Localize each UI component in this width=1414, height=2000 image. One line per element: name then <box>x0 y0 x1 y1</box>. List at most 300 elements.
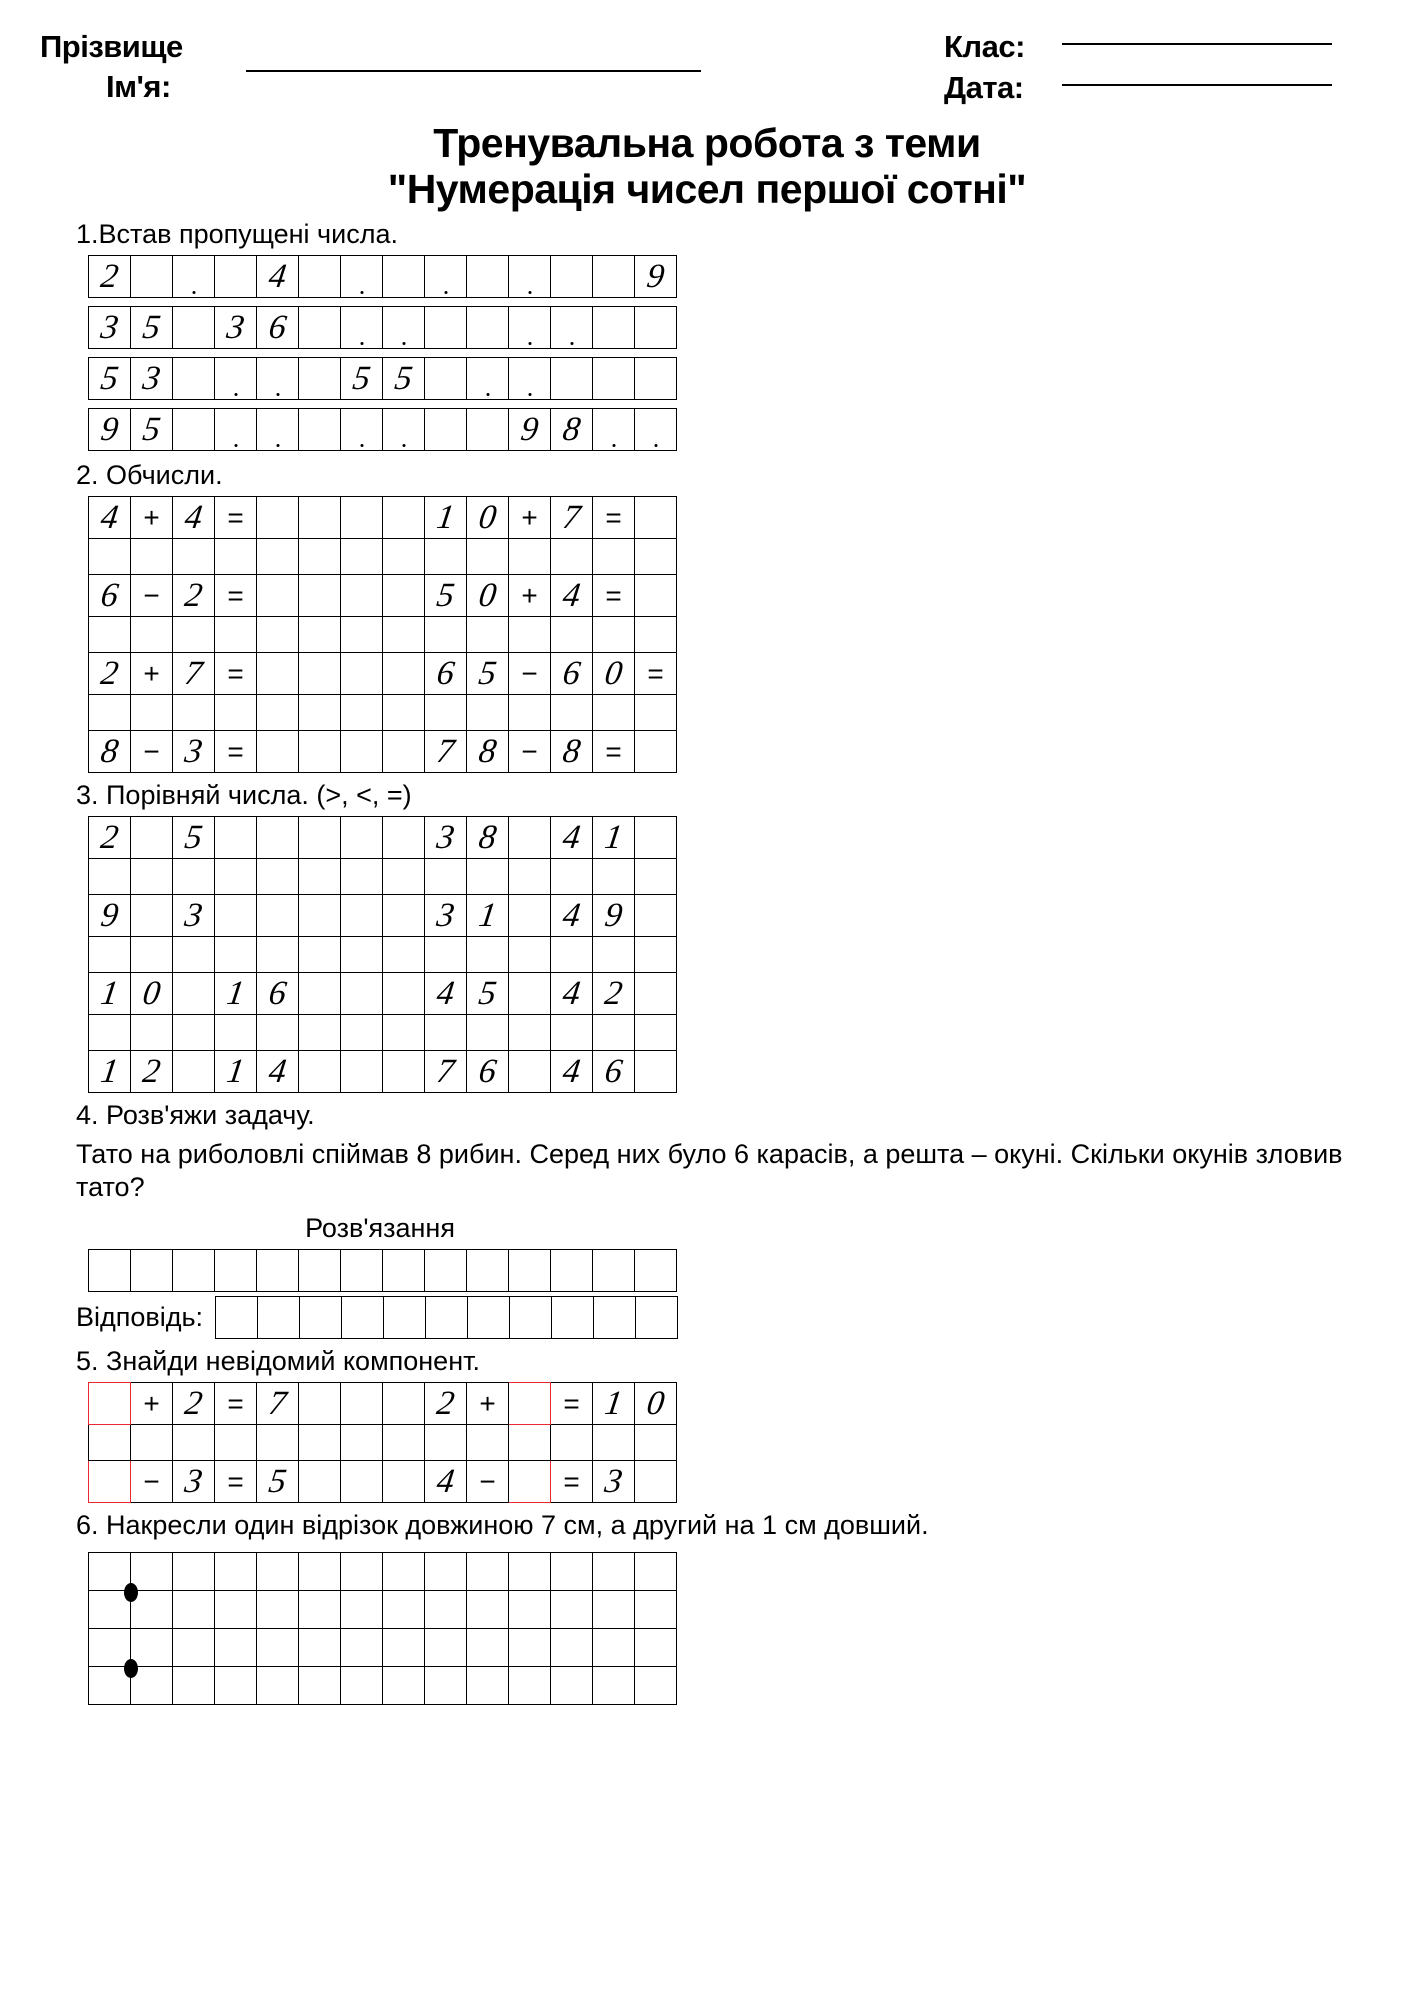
cell[interactable] <box>509 1667 551 1705</box>
cell: = <box>215 497 257 539</box>
cell[interactable] <box>257 409 299 451</box>
cell[interactable] <box>131 817 173 859</box>
cell[interactable] <box>383 653 425 695</box>
cell[interactable] <box>467 256 509 298</box>
cell[interactable] <box>425 1629 467 1667</box>
cell[interactable] <box>131 1553 173 1591</box>
cell[interactable] <box>509 1553 551 1591</box>
cell[interactable] <box>131 1425 173 1461</box>
name-write-line[interactable] <box>246 70 701 72</box>
cell[interactable] <box>89 1250 131 1292</box>
cell[interactable] <box>173 307 215 349</box>
cell[interactable] <box>173 937 215 973</box>
cell[interactable] <box>467 937 509 973</box>
cell[interactable] <box>593 695 635 731</box>
cell[interactable] <box>509 895 551 937</box>
cell[interactable] <box>635 1553 677 1591</box>
cell[interactable] <box>215 895 257 937</box>
cell[interactable] <box>593 358 635 400</box>
cell[interactable] <box>593 1553 635 1591</box>
cell[interactable] <box>551 1425 593 1461</box>
cell[interactable] <box>215 358 257 400</box>
cell-with-dot[interactable] <box>131 1667 173 1705</box>
cell[interactable] <box>509 1425 551 1461</box>
cell[interactable] <box>341 1667 383 1705</box>
cell[interactable] <box>341 1425 383 1461</box>
cell[interactable] <box>299 731 341 773</box>
cell[interactable] <box>467 859 509 895</box>
worksheet-header <box>0 0 1414 118</box>
cell[interactable] <box>131 256 173 298</box>
cell[interactable] <box>425 409 467 451</box>
cell[interactable] <box>342 1297 384 1339</box>
cell[interactable] <box>341 653 383 695</box>
cell[interactable] <box>383 539 425 575</box>
cell[interactable] <box>299 1553 341 1591</box>
cell[interactable] <box>383 1461 425 1503</box>
cell[interactable] <box>131 1015 173 1051</box>
cell[interactable] <box>89 1553 131 1591</box>
cell[interactable] <box>467 307 509 349</box>
cell[interactable] <box>131 1250 173 1292</box>
cell[interactable] <box>383 1425 425 1461</box>
cell[interactable] <box>257 1250 299 1292</box>
cell: = <box>215 1383 257 1425</box>
cell[interactable] <box>509 1250 551 1292</box>
cell[interactable] <box>593 307 635 349</box>
cell[interactable] <box>467 1553 509 1591</box>
cell: 3 <box>425 895 467 937</box>
cell[interactable] <box>89 859 131 895</box>
cell[interactable] <box>89 695 131 731</box>
cell[interactable] <box>299 1667 341 1705</box>
cell[interactable] <box>551 256 593 298</box>
cell[interactable] <box>551 617 593 653</box>
cell[interactable] <box>509 1051 551 1093</box>
cell[interactable] <box>509 859 551 895</box>
cell[interactable] <box>635 895 677 937</box>
cell[interactable] <box>383 575 425 617</box>
cell[interactable] <box>383 409 425 451</box>
cell[interactable] <box>89 1629 131 1667</box>
cell-missing[interactable] <box>89 1383 131 1425</box>
cell[interactable] <box>341 1250 383 1292</box>
cell[interactable] <box>509 256 551 298</box>
cell: 8 <box>551 409 593 451</box>
cell[interactable] <box>509 1015 551 1051</box>
cell[interactable] <box>551 695 593 731</box>
cell[interactable] <box>509 1591 551 1629</box>
cell[interactable] <box>257 859 299 895</box>
cell[interactable] <box>341 617 383 653</box>
cell[interactable] <box>635 617 677 653</box>
cell[interactable] <box>299 1425 341 1461</box>
cell[interactable] <box>509 1629 551 1667</box>
cell[interactable] <box>215 256 257 298</box>
cell[interactable] <box>173 617 215 653</box>
cell[interactable] <box>173 256 215 298</box>
cell-missing[interactable] <box>509 1383 551 1425</box>
cell[interactable] <box>131 937 173 973</box>
cell[interactable] <box>383 1629 425 1667</box>
cell[interactable] <box>215 859 257 895</box>
cell[interactable] <box>257 575 299 617</box>
cell[interactable] <box>257 1015 299 1051</box>
cell[interactable] <box>509 539 551 575</box>
cell[interactable] <box>635 497 677 539</box>
cell[interactable] <box>384 1297 426 1339</box>
cell[interactable] <box>593 1591 635 1629</box>
cell[interactable] <box>635 539 677 575</box>
cell[interactable] <box>425 1667 467 1705</box>
cell[interactable] <box>341 1051 383 1093</box>
student-name-block <box>34 24 874 104</box>
cell[interactable] <box>173 859 215 895</box>
cell[interactable] <box>467 1667 509 1705</box>
cell[interactable] <box>593 859 635 895</box>
cell[interactable] <box>510 1297 552 1339</box>
cell[interactable] <box>299 409 341 451</box>
cell[interactable] <box>635 1591 677 1629</box>
cell[interactable] <box>131 1629 173 1667</box>
cell[interactable] <box>383 1250 425 1292</box>
cell[interactable] <box>215 617 257 653</box>
cell[interactable] <box>131 695 173 731</box>
cell[interactable] <box>383 937 425 973</box>
cell[interactable] <box>425 617 467 653</box>
cell[interactable] <box>635 1425 677 1461</box>
cell[interactable] <box>299 256 341 298</box>
cell[interactable] <box>173 1667 215 1705</box>
cell[interactable] <box>299 817 341 859</box>
cell[interactable] <box>173 1425 215 1461</box>
cell[interactable] <box>383 1553 425 1591</box>
cell[interactable] <box>426 1297 468 1339</box>
cell[interactable] <box>131 895 173 937</box>
cell[interactable] <box>341 1629 383 1667</box>
surname-label: Прізвище <box>40 29 183 64</box>
cell[interactable] <box>635 859 677 895</box>
cell[interactable] <box>551 1591 593 1629</box>
cell[interactable] <box>257 1591 299 1629</box>
cell[interactable] <box>425 307 467 349</box>
cell[interactable] <box>551 307 593 349</box>
cell[interactable] <box>551 1553 593 1591</box>
cell[interactable] <box>552 1297 594 1339</box>
cell[interactable] <box>89 937 131 973</box>
cell[interactable] <box>383 1015 425 1051</box>
cell[interactable] <box>341 1591 383 1629</box>
cell[interactable] <box>383 973 425 1015</box>
cell[interactable] <box>299 358 341 400</box>
cell[interactable] <box>89 617 131 653</box>
cell[interactable] <box>215 409 257 451</box>
cell[interactable] <box>635 575 677 617</box>
cell[interactable] <box>215 1667 257 1705</box>
cell[interactable] <box>299 653 341 695</box>
cell[interactable] <box>341 937 383 973</box>
cell[interactable] <box>257 731 299 773</box>
cell[interactable] <box>383 256 425 298</box>
cell[interactable] <box>425 358 467 400</box>
cell[interactable] <box>467 358 509 400</box>
cell[interactable] <box>551 539 593 575</box>
cell[interactable] <box>425 256 467 298</box>
cell[interactable] <box>509 695 551 731</box>
cell[interactable] <box>341 973 383 1015</box>
cell[interactable] <box>635 307 677 349</box>
cell[interactable] <box>593 1425 635 1461</box>
cell[interactable] <box>383 1591 425 1629</box>
cell[interactable] <box>635 1461 677 1503</box>
cell[interactable] <box>383 1667 425 1705</box>
cell[interactable] <box>593 937 635 973</box>
cell[interactable] <box>173 1629 215 1667</box>
cell[interactable] <box>89 1425 131 1461</box>
cell: = <box>593 575 635 617</box>
cell[interactable] <box>467 1250 509 1292</box>
cell: + <box>131 497 173 539</box>
cell[interactable] <box>467 1629 509 1667</box>
cell[interactable] <box>299 575 341 617</box>
cell[interactable] <box>173 1051 215 1093</box>
cell[interactable] <box>468 1297 510 1339</box>
cell[interactable] <box>299 1051 341 1093</box>
cell[interactable] <box>467 695 509 731</box>
cell[interactable] <box>425 1425 467 1461</box>
cell[interactable] <box>341 695 383 731</box>
cell-with-dot[interactable] <box>131 1591 173 1629</box>
cell[interactable] <box>299 695 341 731</box>
cell[interactable] <box>89 1015 131 1051</box>
cell[interactable] <box>299 539 341 575</box>
cell[interactable] <box>173 1015 215 1051</box>
cell[interactable] <box>299 497 341 539</box>
cell[interactable] <box>551 358 593 400</box>
cell[interactable] <box>551 1629 593 1667</box>
cell[interactable] <box>173 1591 215 1629</box>
cell[interactable] <box>341 256 383 298</box>
cell[interactable] <box>425 1015 467 1051</box>
cell[interactable] <box>257 895 299 937</box>
cell[interactable] <box>257 1667 299 1705</box>
cell[interactable] <box>341 497 383 539</box>
cell[interactable] <box>131 539 173 575</box>
cell[interactable] <box>299 1015 341 1051</box>
cell[interactable] <box>635 1629 677 1667</box>
cell[interactable] <box>215 539 257 575</box>
cell[interactable] <box>299 973 341 1015</box>
cell[interactable] <box>635 1015 677 1051</box>
cell[interactable] <box>341 307 383 349</box>
cell[interactable] <box>635 937 677 973</box>
cell[interactable] <box>299 1461 341 1503</box>
cell: 2 <box>89 256 131 298</box>
cell: 3 <box>593 1461 635 1503</box>
cell[interactable] <box>383 1383 425 1425</box>
cell[interactable] <box>257 1425 299 1461</box>
cell[interactable] <box>509 307 551 349</box>
cell[interactable] <box>509 817 551 859</box>
cell[interactable] <box>635 358 677 400</box>
cell[interactable] <box>341 1015 383 1051</box>
class-write-line[interactable] <box>1062 43 1332 45</box>
cell[interactable] <box>383 695 425 731</box>
cell[interactable] <box>551 1250 593 1292</box>
cell[interactable] <box>383 817 425 859</box>
cell[interactable] <box>593 1629 635 1667</box>
table-row-blank <box>89 1425 677 1461</box>
cell[interactable] <box>593 617 635 653</box>
cell[interactable] <box>635 973 677 1015</box>
cell[interactable] <box>341 575 383 617</box>
task-4-answer-grid <box>215 1296 678 1339</box>
cell[interactable] <box>425 695 467 731</box>
cell[interactable] <box>299 1383 341 1425</box>
cell-missing[interactable] <box>509 1461 551 1503</box>
cell[interactable] <box>509 617 551 653</box>
cell[interactable] <box>299 617 341 653</box>
cell[interactable] <box>383 617 425 653</box>
cell[interactable] <box>425 1591 467 1629</box>
cell[interactable] <box>467 409 509 451</box>
cell[interactable] <box>131 859 173 895</box>
cell: 9 <box>89 409 131 451</box>
cell[interactable] <box>300 1297 342 1339</box>
cell[interactable] <box>257 539 299 575</box>
cell[interactable] <box>258 1297 300 1339</box>
cell[interactable] <box>635 409 677 451</box>
cell[interactable] <box>257 695 299 731</box>
cell[interactable] <box>89 539 131 575</box>
cell[interactable] <box>257 817 299 859</box>
cell[interactable] <box>635 817 677 859</box>
cell[interactable] <box>215 695 257 731</box>
cell: = <box>593 497 635 539</box>
cell[interactable] <box>383 731 425 773</box>
cell[interactable] <box>215 937 257 973</box>
cell[interactable] <box>593 1250 635 1292</box>
cell[interactable] <box>635 695 677 731</box>
table-row <box>89 1591 677 1629</box>
cell[interactable] <box>425 937 467 973</box>
cell[interactable] <box>341 1461 383 1503</box>
cell[interactable] <box>257 937 299 973</box>
cell[interactable] <box>636 1297 678 1339</box>
cell[interactable] <box>551 937 593 973</box>
cell[interactable] <box>594 1297 636 1339</box>
cell[interactable] <box>341 817 383 859</box>
cell[interactable] <box>509 358 551 400</box>
cell[interactable] <box>341 895 383 937</box>
cell[interactable] <box>173 1553 215 1591</box>
cell[interactable] <box>173 695 215 731</box>
cell[interactable] <box>467 1425 509 1461</box>
cell[interactable] <box>257 1553 299 1591</box>
cell[interactable] <box>425 539 467 575</box>
cell: 9 <box>89 895 131 937</box>
cell[interactable] <box>341 731 383 773</box>
cell[interactable] <box>257 653 299 695</box>
cell[interactable] <box>383 1051 425 1093</box>
cell[interactable] <box>383 895 425 937</box>
cell[interactable] <box>341 409 383 451</box>
cell[interactable] <box>257 617 299 653</box>
cell[interactable] <box>551 1015 593 1051</box>
cell[interactable] <box>173 358 215 400</box>
cell[interactable] <box>383 859 425 895</box>
cell[interactable] <box>551 1667 593 1705</box>
cell[interactable] <box>593 409 635 451</box>
cell[interactable] <box>299 937 341 973</box>
cell[interactable] <box>635 1667 677 1705</box>
cell[interactable] <box>467 539 509 575</box>
cell[interactable] <box>299 1250 341 1292</box>
cell[interactable] <box>215 1591 257 1629</box>
cell[interactable] <box>257 497 299 539</box>
cell[interactable] <box>215 1250 257 1292</box>
cell[interactable] <box>173 1250 215 1292</box>
cell[interactable] <box>216 1297 258 1339</box>
cell[interactable] <box>299 859 341 895</box>
cell[interactable] <box>341 1383 383 1425</box>
cell[interactable] <box>467 617 509 653</box>
cell[interactable] <box>215 1015 257 1051</box>
cell[interactable] <box>131 617 173 653</box>
cell[interactable] <box>215 1425 257 1461</box>
cell[interactable] <box>215 1553 257 1591</box>
cell[interactable] <box>635 1051 677 1093</box>
cell[interactable] <box>635 731 677 773</box>
cell-missing[interactable] <box>89 1461 131 1503</box>
cell[interactable] <box>341 1553 383 1591</box>
cell[interactable] <box>593 1015 635 1051</box>
cell[interactable] <box>425 1250 467 1292</box>
cell[interactable] <box>299 1591 341 1629</box>
cell[interactable] <box>593 256 635 298</box>
cell[interactable] <box>257 358 299 400</box>
cell[interactable] <box>173 973 215 1015</box>
cell[interactable] <box>173 539 215 575</box>
cell[interactable] <box>215 1629 257 1667</box>
cell[interactable] <box>425 1553 467 1591</box>
cell[interactable] <box>341 859 383 895</box>
date-write-line[interactable] <box>1062 84 1332 86</box>
cell[interactable] <box>467 1591 509 1629</box>
cell[interactable] <box>299 895 341 937</box>
table-row <box>89 256 677 298</box>
name-row <box>34 64 171 104</box>
cell[interactable] <box>593 1667 635 1705</box>
cell[interactable] <box>551 859 593 895</box>
cell[interactable] <box>341 539 383 575</box>
cell[interactable] <box>509 937 551 973</box>
cell[interactable] <box>467 1015 509 1051</box>
cell[interactable] <box>173 409 215 451</box>
cell[interactable] <box>215 817 257 859</box>
cell[interactable] <box>425 859 467 895</box>
cell[interactable] <box>257 1629 299 1667</box>
cell[interactable] <box>299 307 341 349</box>
cell[interactable] <box>635 1250 677 1292</box>
table-row <box>89 409 677 451</box>
cell: 4 <box>257 1051 299 1093</box>
cell[interactable] <box>593 539 635 575</box>
cell[interactable] <box>509 973 551 1015</box>
cell[interactable] <box>383 497 425 539</box>
cell[interactable] <box>383 307 425 349</box>
cell[interactable] <box>299 1629 341 1667</box>
